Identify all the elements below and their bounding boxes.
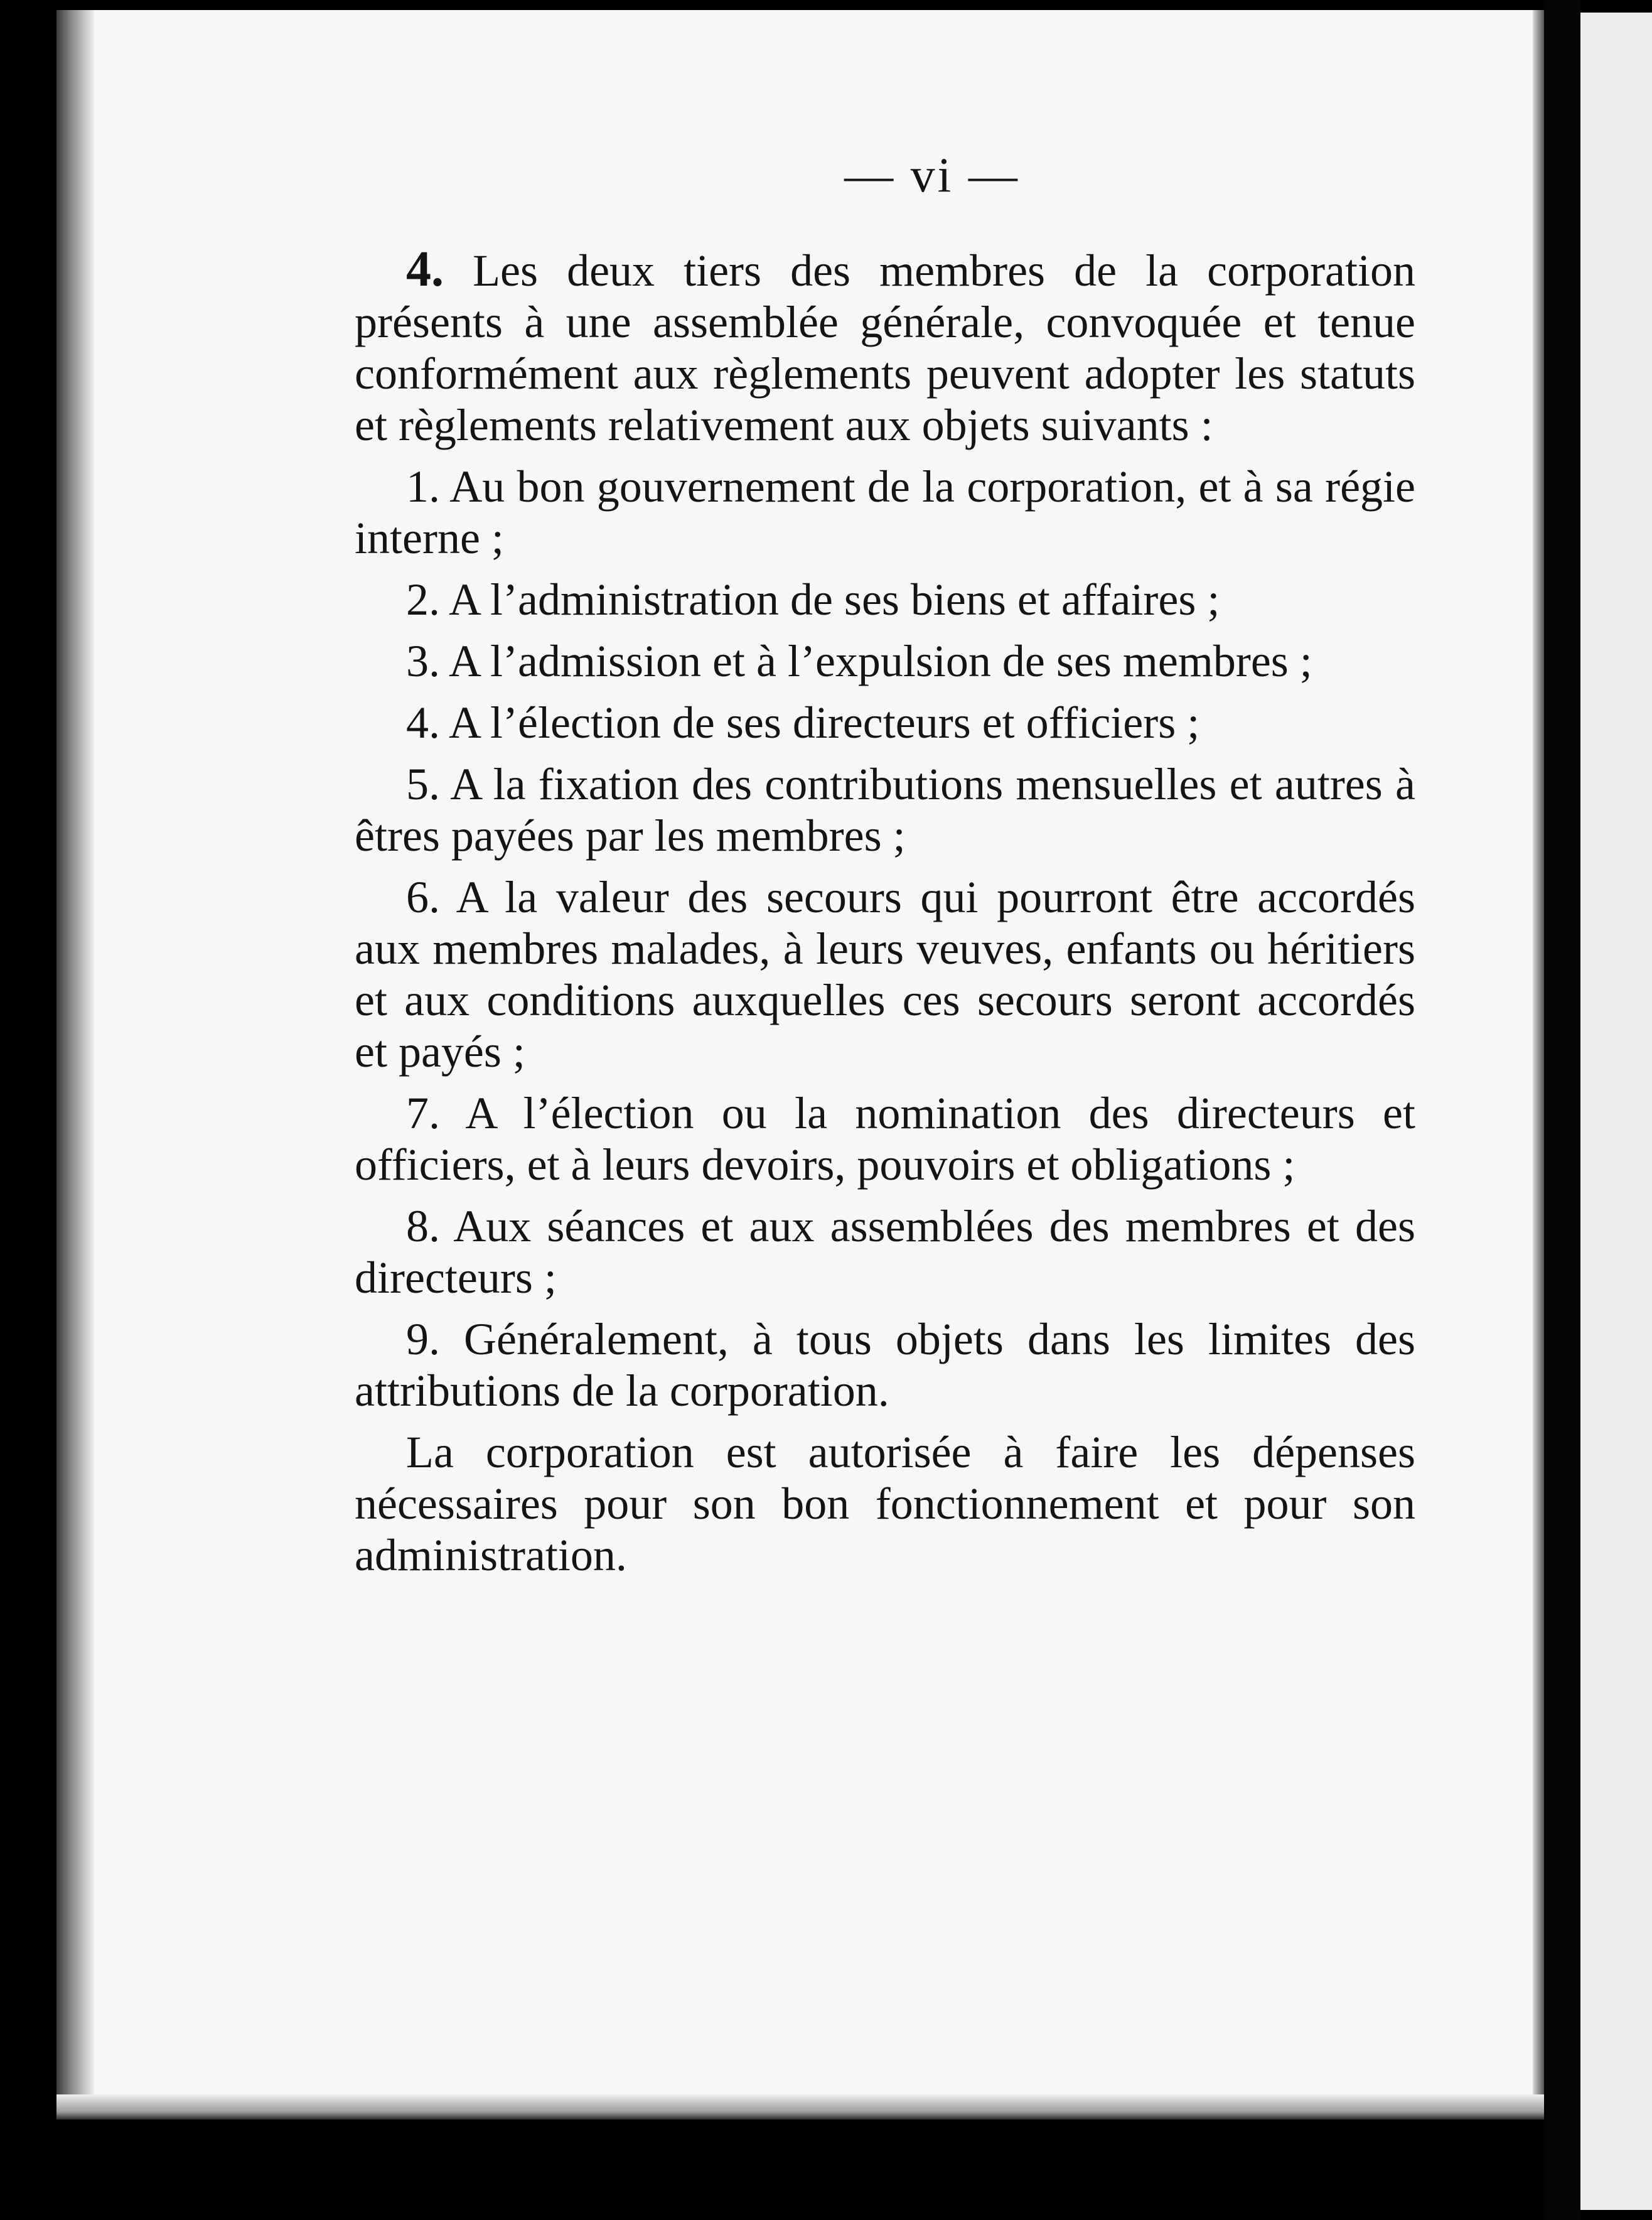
item-number: 4. <box>406 698 440 748</box>
page-bottom-edge <box>56 2094 1544 2120</box>
article-paragraph <box>355 244 1415 451</box>
item-text: A l’élection ou la nomination des directeurs et officiers, et à leurs devoirs, pouvoirs et obligations ; <box>355 1088 1416 1190</box>
adjacent-page-edge <box>1580 13 1652 2210</box>
item-number: 6. <box>406 872 440 922</box>
item-text: A la fixation des contributions mensuelles et autres à êtres payées par les membres ; <box>355 759 1415 861</box>
item-number: 3. <box>406 636 440 686</box>
page-right-shadow <box>1533 10 1544 2120</box>
item-number: 2. <box>406 574 440 625</box>
list-item <box>355 758 1415 861</box>
item-text: A l’administration de ses biens et affaires ; <box>449 574 1220 625</box>
item-number: 1. <box>406 461 440 512</box>
article-number: 4. <box>406 242 444 297</box>
list-item <box>355 1087 1415 1190</box>
list-item <box>355 871 1415 1077</box>
closing-paragraph: La corporation est autorisée à faire les dépenses nécessaires pour son bon fonctionnement et pour son administration. <box>355 1427 1415 1580</box>
list-item <box>355 1313 1415 1416</box>
item-text: Aux séances et aux assemblées des membres et des directeurs ; <box>355 1201 1416 1303</box>
item-number: 8. <box>406 1201 440 1251</box>
list-item <box>355 635 1415 687</box>
item-text: A l’élection de ses directeurs et officiers ; <box>449 698 1200 748</box>
item-text: A l’admission et à l’expulsion de ses membres ; <box>449 636 1312 686</box>
list-item <box>355 574 1415 625</box>
item-number: 7. <box>406 1088 440 1138</box>
article-intro: Les deux tiers des membres de la corporation présents à une assemblée générale, convoquée et tenue conformément aux règlements peuvent adopter les statuts et règlements relativement aux objets suivants : <box>355 245 1416 450</box>
list-item <box>355 697 1415 748</box>
item-number: 5. <box>406 759 440 809</box>
list-item <box>355 1200 1415 1303</box>
item-text: Au bon gouvernement de la corporation, et à sa régie interne ; <box>355 461 1415 563</box>
item-text: Généralement, à tous objets dans les limites des attributions de la corporation. <box>355 1314 1415 1416</box>
item-number: 9. <box>406 1314 440 1364</box>
page-number: — vi — <box>844 148 1020 202</box>
page-content <box>355 148 1416 1581</box>
item-text: A la valeur des secours qui pourront être accordés aux membres malades, à leurs veuves, enfants ou héritiers et aux conditions auxquelles ces secours seront accordés et payés ; <box>355 872 1415 1077</box>
list-item <box>355 461 1415 564</box>
page-left-edge <box>56 10 94 2120</box>
book-gutter <box>1544 0 1580 2220</box>
